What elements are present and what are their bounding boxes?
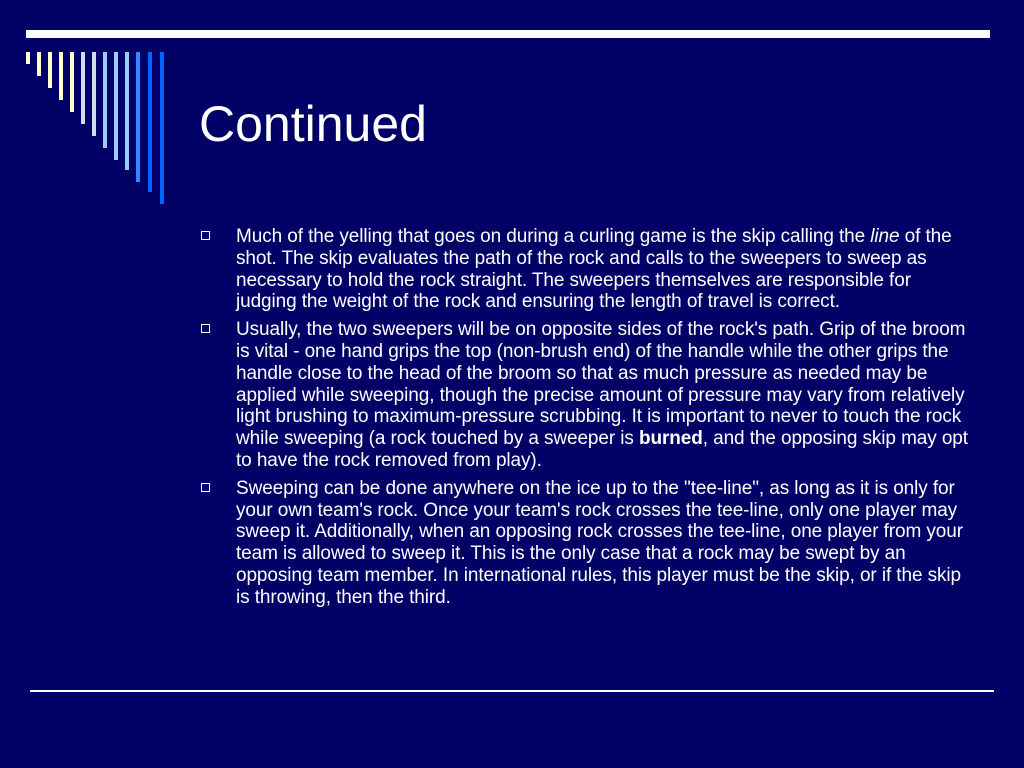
stripe-7 [92, 52, 96, 136]
stripe-11 [136, 52, 140, 182]
stripe-4 [59, 52, 63, 100]
bullet-text: of the shot. The skip evaluates the path of the rock and calls to the sweepers to sweep as necessary to hold the rock straight. The sweepers themselves are responsible for judging the weight of the rock and ensuring the length of travel is correct. [236, 226, 952, 313]
square-bullet-icon [201, 231, 210, 240]
stripe-8 [103, 52, 107, 148]
bullet-list [236, 226, 968, 615]
bullet-text-bold: burned [638, 428, 703, 450]
bullet-text: , and the opposing skip may opt to have the rock removed from play). [236, 428, 968, 471]
bullet-item [236, 478, 968, 609]
stripe-12 [148, 52, 152, 192]
slide-title: Continued [199, 96, 427, 152]
stripe-9 [114, 52, 118, 160]
stripe-10 [125, 52, 129, 170]
bullet-text: Usually, the two sweepers will be on opposite sides of the rock's path. Grip of the broom is vital - one hand grips the top (non-brush end) of the handle while the other grips the handle close to the head of the broom so that as much pressure as needed may be applied while sweeping, though the precise amount of pressure may vary from relatively light brushing to maximum-pressure scrubbing. It is important to never to touch the rock while sweeping (a rock touched by a sweeper is [236, 319, 966, 450]
bullet-item [236, 319, 968, 472]
stripe-6 [81, 52, 85, 124]
stripe-3 [48, 52, 52, 88]
bullet-item [236, 226, 968, 313]
stripe-13 [160, 52, 164, 204]
stripe-1 [26, 52, 30, 64]
bullet-text: Sweeping can be done anywhere on the ice up to the "tee-line", as long as it is only for your own team's rock. Once your team's rock crosses the tee-line, only one player may sweep it. Additionally, when an opposing rock crosses the tee-line, one player from your team is allowed to sweep it. This is the only case that a rock may be swept by an opposing team member. In international rules, this player must be the skip, or if the skip is throwing, then the third. [236, 477, 963, 608]
square-bullet-icon [201, 324, 210, 333]
stripe-2 [37, 52, 41, 76]
stripe-5 [70, 52, 74, 112]
square-bullet-icon [201, 483, 210, 492]
bullet-text-italic: line [870, 226, 900, 247]
bottom-rule [30, 690, 994, 692]
top-rule [26, 30, 990, 38]
bullet-text: Much of the yelling that goes on during a curling game is the skip calling the [236, 226, 871, 247]
